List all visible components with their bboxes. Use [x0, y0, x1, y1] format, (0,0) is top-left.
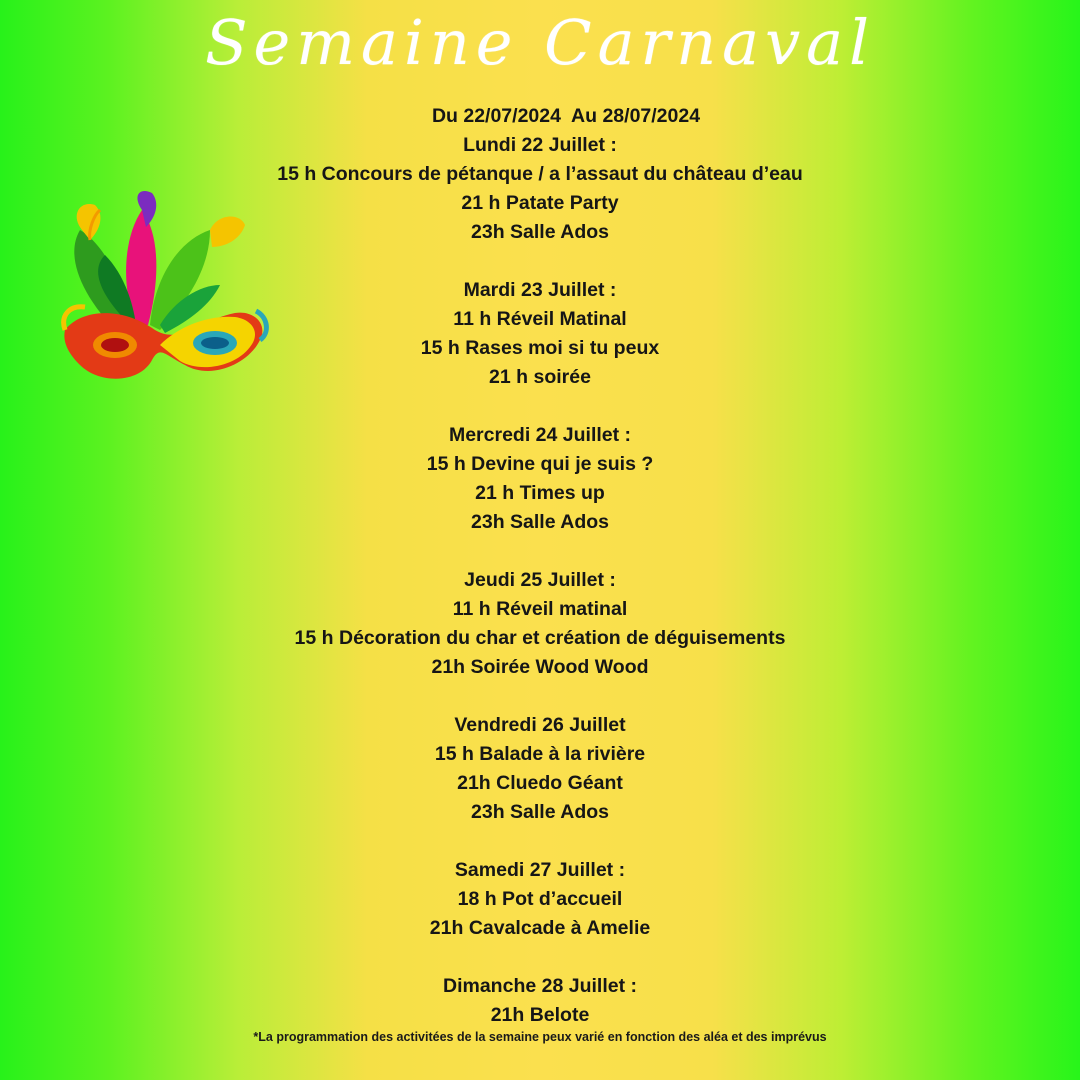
event-line: 15 h Balade à la rivière: [434, 743, 646, 765]
event-line: 15 h Décoration du char et création de déguisements: [294, 627, 786, 649]
event-line: 18 h Pot d’accueil: [457, 888, 623, 910]
event-line: 21h Soirée Wood Wood: [431, 656, 649, 678]
event-line: 21h Belote: [490, 1004, 590, 1026]
event-line: 21h Cluedo Géant: [457, 772, 623, 794]
day-heading: Vendredi 26 Juillet: [454, 714, 626, 736]
day-heading: Dimanche 28 Juillet :: [443, 975, 637, 997]
event-line: 21h Cavalcade à Amelie: [429, 917, 651, 939]
day-heading: Samedi 27 Juillet :: [454, 859, 626, 881]
event-line: 21 h Patate Party: [461, 192, 619, 214]
event-line: 15 h Rases moi si tu peux: [420, 337, 660, 359]
day-heading: Lundi 22 Juillet :: [463, 134, 617, 156]
footnote: *La programmation des activitées de la semaine peux varié en fonction des aléa et des imprévus: [253, 1030, 827, 1044]
day-block-wednesday: [0, 421, 1080, 537]
day-heading: Mardi 23 Juillet :: [463, 279, 617, 301]
schedule: [0, 102, 1080, 1030]
event-line: 21 h Times up: [475, 482, 605, 504]
event-line: 15 h Devine qui je suis ?: [426, 453, 654, 475]
day-block-thursday: [0, 566, 1080, 682]
day-heading: Jeudi 25 Juillet :: [464, 569, 616, 591]
day-block-saturday: [0, 856, 1080, 943]
day-block-sunday: [0, 972, 1080, 1030]
day-block-monday: [0, 131, 1080, 247]
event-line: 21 h soirée: [489, 366, 591, 388]
event-line: 11 h Réveil matinal: [452, 598, 628, 620]
day-block-friday: [0, 711, 1080, 827]
day-block-tuesday: [0, 276, 1080, 392]
event-line: 23h Salle Ados: [471, 221, 609, 243]
date-range: Du 22/07/2024 Au 28/07/2024: [431, 105, 701, 127]
day-heading: Mercredi 24 Juillet :: [448, 424, 632, 446]
event-line: 23h Salle Ados: [471, 511, 609, 533]
poster-title: Semaine Carnaval: [205, 6, 875, 79]
event-line: 11 h Réveil Matinal: [453, 308, 627, 330]
event-line: 23h Salle Ados: [471, 801, 609, 823]
event-line: 15 h Concours de pétanque / a l’assaut du château d’eau: [277, 163, 803, 185]
